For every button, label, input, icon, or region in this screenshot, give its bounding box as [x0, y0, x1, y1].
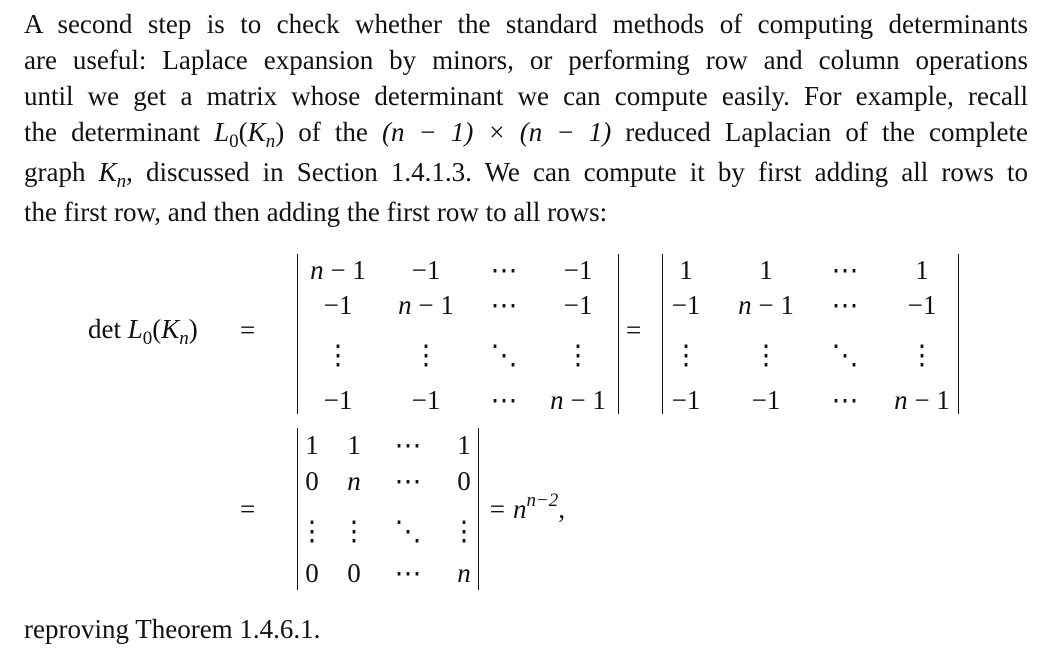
result-exponent: n−2: [526, 490, 559, 511]
matrix3-cell-r3-c1: ⋮: [298, 516, 326, 546]
paragraph-line-3: until we get a matrix whose determinant we can compute easily. For example, recall: [24, 81, 1028, 111]
matrix3-cell-r4-c2: 0: [347, 558, 361, 588]
paragraph-line-6: the first row, and then adding the first row to all rows:: [24, 197, 608, 227]
matrix2-cell-r2-c3: ⋯: [831, 290, 859, 320]
matrix3-cell-r1-c2: 1: [347, 430, 361, 460]
matrix2-cell-r3-c3: ⋱: [831, 340, 859, 370]
matrix2-cell-r4-c3: ⋯: [831, 385, 859, 415]
matrix3-cell-r3-c3: ⋱: [394, 516, 422, 546]
matrix1-cell-r1-c3: ⋯: [490, 255, 518, 285]
matrix2-cell-r1-c3: ⋯: [831, 255, 859, 285]
matrix3-cell-r4-c1: 0: [305, 558, 319, 588]
matrix1-cell-r1-c4: −1: [563, 255, 593, 285]
matrix1-right-bar: [618, 254, 619, 414]
equals-sign-3: =: [240, 494, 256, 524]
body-paragraph: [24, 6, 1028, 230]
result-comma: ,: [558, 494, 566, 524]
matrix2-cell-r2-c4: −1: [907, 290, 937, 320]
math-K: K: [161, 314, 180, 344]
paragraph-line-2: are useful: Laplace expansion by minors, or performing row and column operations: [24, 45, 1028, 75]
math-L: L: [127, 314, 143, 344]
matrix3-cell-r2-c1: 0: [305, 466, 319, 496]
matrix1-cell-r3-c4: ⋮: [564, 340, 592, 370]
matrix2-cell-r1-c4: 1: [915, 255, 929, 285]
paragraph-line-4: [24, 114, 1028, 154]
matrix3-cell-r4-c4: n: [457, 558, 471, 588]
matrix2-cell-r3-c4: ⋮: [908, 340, 936, 370]
text-fragment: reduced Laplacian of the complete: [611, 117, 1029, 147]
math-paren-close: ): [275, 117, 285, 147]
matrix2-cell-r3-c1: ⋮: [672, 340, 700, 370]
paragraph-line-5: [24, 154, 1028, 194]
math-L-subscript: 0: [142, 328, 153, 349]
matrix1-cell-r3-c3: ⋱: [490, 340, 518, 370]
matrix1-cell-r1-c2: −1: [411, 255, 441, 285]
text-fragment: graph: [24, 157, 99, 187]
matrix2-cell-r2-c2: n − 1: [738, 290, 794, 320]
det-operator: det: [88, 314, 121, 344]
matrix2-cell-r4-c2: −1: [751, 385, 781, 415]
math-K-subscript: n: [265, 131, 276, 152]
matrix2-cell-r2-c1: −1: [671, 290, 701, 320]
math-paren-close: ): [188, 314, 198, 344]
matrix3-cell-r4-c3: ⋯: [394, 558, 422, 588]
matrix2-cell-r3-c2: ⋮: [752, 340, 780, 370]
result-base: = n: [488, 494, 527, 524]
matrix3-cell-r1-c4: 1: [457, 430, 471, 460]
matrix1-cell-r4-c2: −1: [411, 385, 441, 415]
matrix3-cell-r2-c3: ⋯: [394, 466, 422, 496]
math-dimension: (n − 1) × (n − 1): [381, 117, 612, 147]
text-fragment: , discussed in Section 1.4.1.3. We can compute it by first adding all rows to: [126, 157, 1029, 187]
matrix1-cell-r2-c4: −1: [563, 290, 593, 320]
matrix1-cell-r2-c1: −1: [323, 290, 353, 320]
matrix1-cell-r4-c4: n − 1: [550, 385, 606, 415]
paragraph-line-1: A second step is to check whether the standard methods of computing determinants: [24, 9, 1028, 39]
equals-sign-2: =: [626, 315, 642, 345]
matrix3-cell-r3-c4: ⋮: [450, 516, 478, 546]
matrix1-cell-r4-c3: ⋯: [490, 385, 518, 415]
matrix3-cell-r2-c4: 0: [457, 466, 471, 496]
equation-result: [488, 490, 566, 525]
matrix1-cell-r2-c2: n − 1: [398, 290, 454, 320]
matrix1-cell-r4-c1: −1: [323, 385, 353, 415]
math-K-subscript: n: [116, 171, 127, 192]
math-L-subscript: 0: [229, 131, 239, 152]
math-K-subscript: n: [179, 328, 189, 349]
text-fragment: the determinant: [24, 117, 215, 147]
matrix1-cell-r1-c1: n − 1: [310, 255, 366, 285]
matrix3-cell-r1-c3: ⋯: [394, 430, 422, 460]
math-K: K: [247, 117, 266, 147]
matrix3-cell-r3-c2: ⋮: [340, 516, 368, 546]
matrix3-cell-r1-c1: 1: [305, 430, 319, 460]
math-K: K: [98, 157, 117, 187]
closing-text: reproving Theorem 1.4.6.1.: [24, 614, 321, 644]
matrix1-cell-r3-c1: ⋮: [324, 340, 352, 370]
math-paren-open: (: [238, 117, 248, 147]
math-paren-open: (: [152, 314, 162, 344]
matrix2-cell-r1-c2: 1: [759, 255, 773, 285]
equals-sign-1: =: [240, 315, 256, 345]
matrix2-cell-r1-c1: 1: [679, 255, 693, 285]
matrix3-cell-r2-c2: n: [347, 466, 361, 496]
matrix2-cell-r4-c4: n − 1: [894, 385, 950, 415]
math-L: L: [214, 117, 230, 147]
matrix1-cell-r3-c2: ⋮: [412, 340, 440, 370]
matrix2-cell-r4-c1: −1: [671, 385, 701, 415]
text-fragment: of the: [284, 117, 382, 147]
matrix1-cell-r2-c3: ⋯: [490, 290, 518, 320]
equation-lhs: [88, 314, 198, 349]
